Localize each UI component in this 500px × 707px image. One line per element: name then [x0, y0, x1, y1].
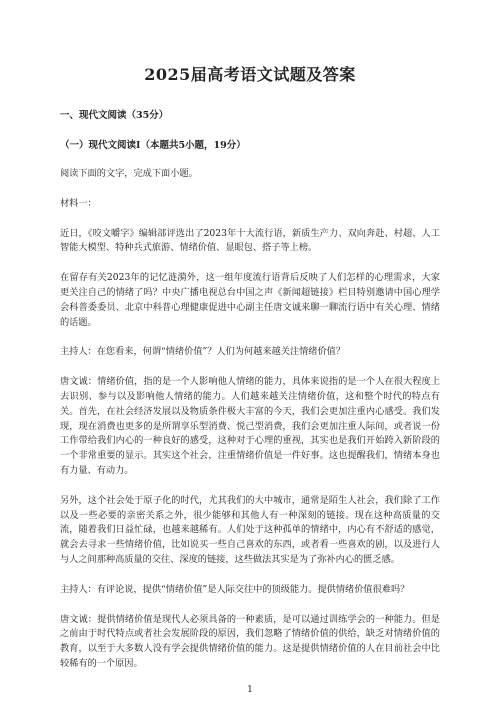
paragraph: 阅读下面的文字，完成下面小题。 — [60, 168, 198, 179]
paragraph: 唐文诚：情绪价值，指的是一个人影响他人情绪的能力，具体来说指的是一个人在很大程度上去识别、参与以及影响他人情绪的能力。人们越来越关注情绪价值，这和整个时代的特点有关。首先，在社会经济发展以及物质条件极大丰富的今天，我们会更加注重内心感受。我们发现，现在消费也更多的是所谓享乐型消费、悦己型消费，我们会更加注重人际间，或者说一份工作带给我们内心的一种良好的感受，这种对于心理的重视，其实也是我们开始跨入新阶段的一个非常重要的显示。其实这个社会，注重情绪价值是一件好事。这也提醒我们，情绪本身也有力量、有动力。 — [60, 376, 440, 476]
paragraph: 近日，《咬文嚼字》编辑部评选出了2023年十大流行语，新质生产力、双向奔赴、村超、人工智能大模型、特种兵式旅游、情绪价值、显眼包、搭子等上榜。 — [60, 227, 440, 254]
section-heading: 一、现代文阅读（35分） — [60, 110, 169, 121]
paragraph: 主持人：在您看来，何谓“情绪价值”？人们为何越来越关注情绪价值？ — [60, 346, 346, 358]
paragraph: 另外，这个社会处于原子化的时代，尤其我们的大中城市，通常是陌生人社会，我们除了工作以及一些必要的亲密关系之外，很少能够和其他人有一种深刻的链接。现在这种高质量的交流，随着我们日益忙碌，也越来越稀有。人们处于这种孤单的情绪中，内心有不舒适的感觉，就会去寻求一些情绪价值，比如说买一些自己喜欢的东西，或者看一些喜欢的剧，以及进行人与人之间那种高质量的交往、深度的链接，这些做法其实是为了弥补内心的匮乏感。 — [60, 494, 440, 565]
document-title: 2025届高考语文试题及答案 — [144, 65, 356, 84]
page-number: 1 — [247, 685, 253, 695]
paragraph: 主持人：有评论说，提供“情绪价值”是人际交往中的顶级能力。提供情绪价值很难吗？ — [60, 583, 410, 595]
paragraph: 唐文诚：提供情绪价值是现代人必须具备的一种素质，是可以通过训练学会的一种能力。但是之前由于时代特点或者社会发展阶段的原因，我们忽略了情绪价值的供给，缺乏对情绪价值的教育，以至于大多数人没有学会提供情绪价值的能力。这是提供情绪价值的人在目前社会中比较稀有的一个原因。 — [60, 613, 440, 669]
subsection-heading: （一）现代文阅读Ⅰ（本题共5小题，19分） — [60, 140, 246, 151]
paragraph: 在留存有关2023年的记忆涟漪外，这一组年度流行语背后反映了人们怎样的心理需求，大家更关注自己的情绪了吗？中央广播电视总台中国之声《新闻超链接》栏目特别邀请中国心理学会科普委委员、北京中科普心理健康促进中心副主任唐文诚来聊一聊流行语中有关心理、情绪的话题。 — [60, 272, 440, 328]
paragraph: 材料一： — [60, 197, 97, 209]
